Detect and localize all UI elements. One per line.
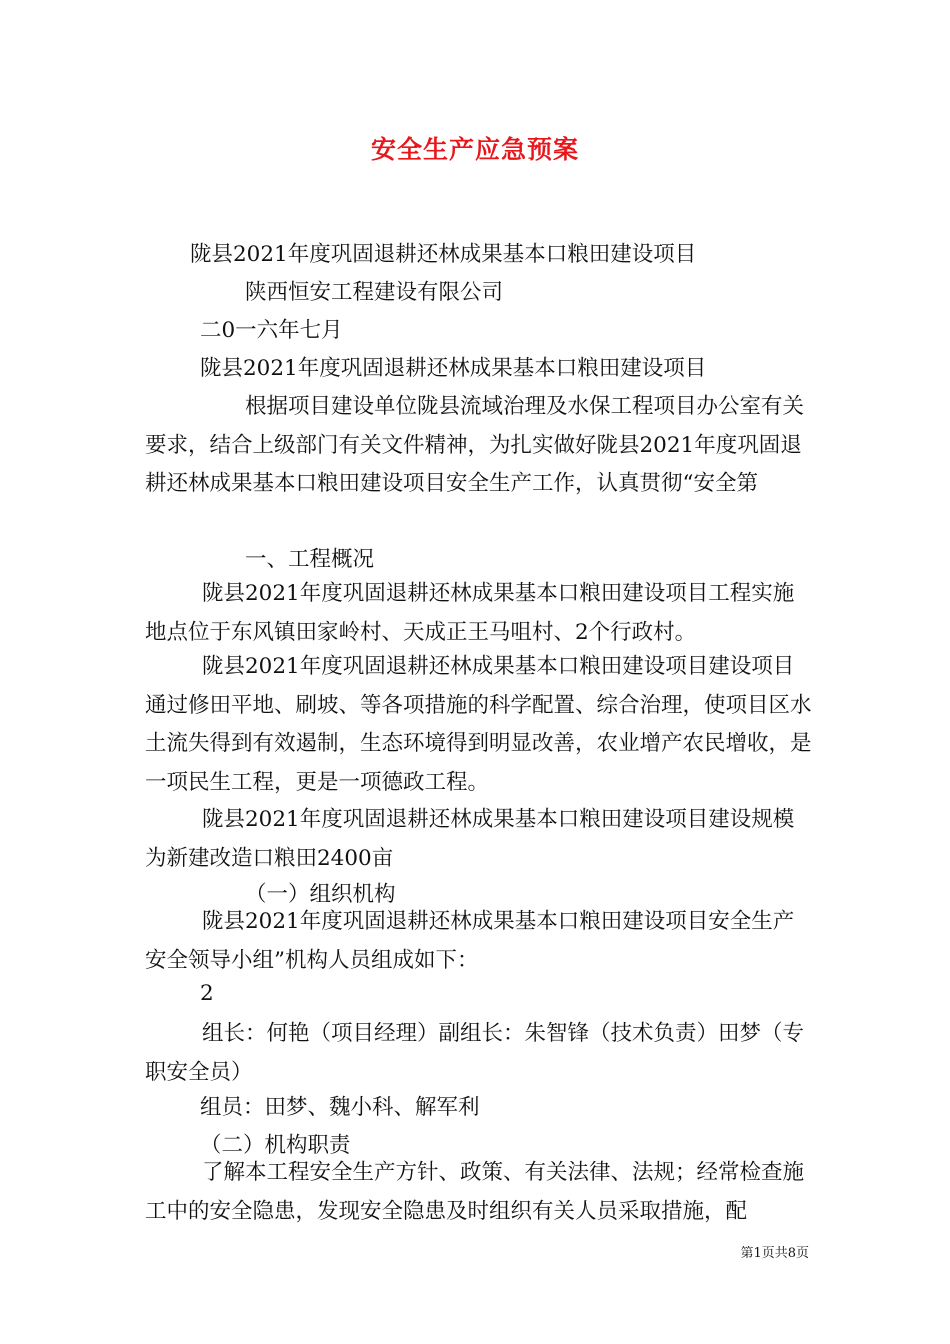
intro-paragraph: 根据项目建设单位陇县流域治理及水保工程项目办公室有关要求，结合上级部门有关文件精神，为扎实做好陇县2021年度巩固退耕还林成果基本口粮田建设项目安全生产工作，认真贯彻“安全第 [145, 394, 805, 496]
project-name-line: 陇县2021年度巩固退耕还林成果基本口粮田建设项目 [190, 242, 697, 267]
project-name-repeat-line: 陇县2021年度巩固退耕还林成果基本口粮田建设项目 [200, 356, 707, 381]
page-indicator: 第1页共8页 [740, 1246, 809, 1261]
overview-paragraph-2: 陇县2021年度巩固退耕还林成果基本口粮田建设项目建设项目通过修田平地、刷坡、等各项措施的科学配置、综合治理，使项目区水土流失得到有效遏制，生态环境得到明显改善，农业增产农民增收，是一项民生工程，更是一项德政工程。 [145, 654, 812, 795]
document-title: 安全生产应急预案 [370, 135, 579, 164]
section-1-heading: 一、工程概况 [245, 547, 375, 572]
overview-paragraph-3: 陇县2021年度巩固退耕还林成果基本口粮田建设项目建设规模为新建改造口粮田2400亩 [145, 807, 795, 871]
leaders-paragraph: 组长：何艳（项目经理）副组长：朱智锋（技术负责）田梦（专职安全员） [145, 1021, 805, 1085]
company-name-line: 陕西恒安工程建设有限公司 [245, 280, 504, 305]
date-line: 二0一六年七月 [200, 318, 343, 343]
duties-paragraph: 了解本工程安全生产方针、政策、有关法律、法规；经常检查施工中的安全隐患，发现安全隐患及时组织有关人员采取措施，配 [145, 1160, 805, 1224]
subsection-1-heading: （一）组织机构 [245, 882, 396, 907]
stray-page-number: 2 [200, 981, 214, 1006]
subsection-2-heading: （二）机构职责 [200, 1133, 351, 1158]
overview-paragraph-1: 陇县2021年度巩固退耕还林成果基本口粮田建设项目工程实施地点位于东风镇田家岭村、天成正王马咀村、2个行政村。 [145, 581, 795, 645]
org-paragraph: 陇县2021年度巩固退耕还林成果基本口粮田建设项目安全生产安全领导小组”机构人员组成如下： [145, 909, 795, 973]
members-line: 组员：田梦、魏小科、解军利 [200, 1095, 480, 1120]
